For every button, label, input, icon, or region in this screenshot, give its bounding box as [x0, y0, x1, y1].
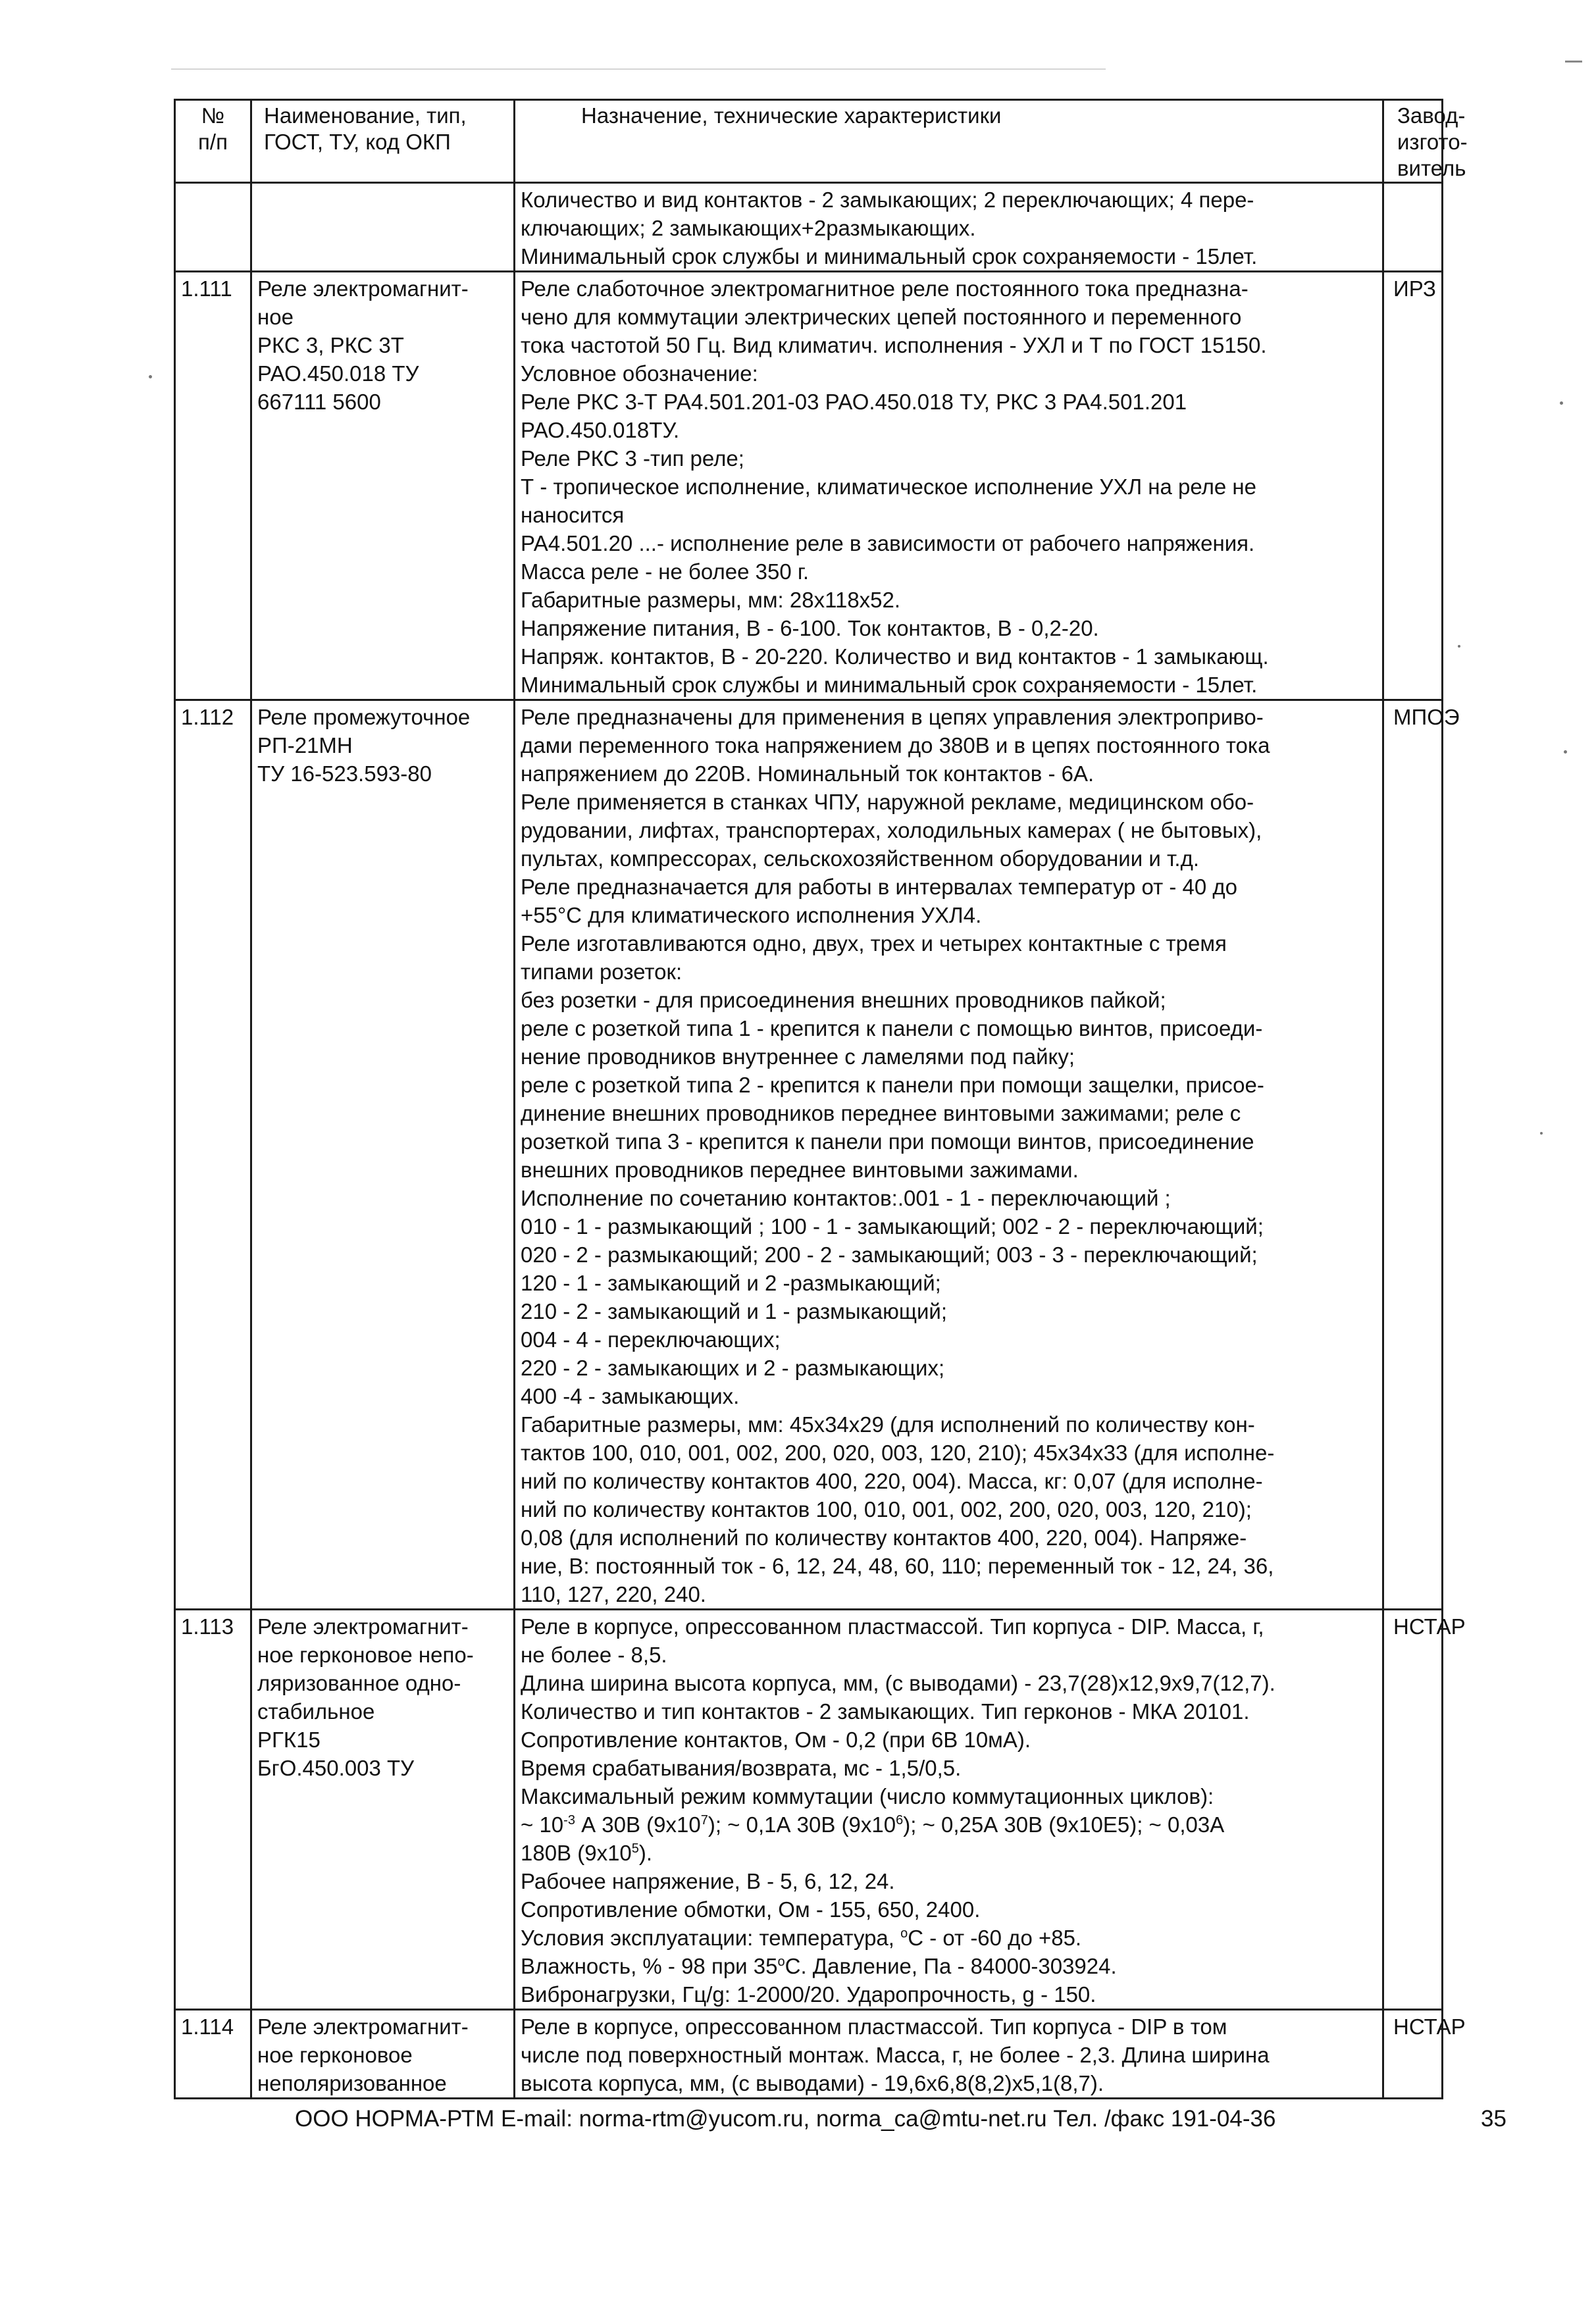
scan-speck — [1540, 1132, 1543, 1135]
humidity-line: Влажность, % - 98 при 35$^o$С. Давление, Па - 84000-303924. — [521, 1954, 1117, 1978]
row-description: Реле в корпусе, опрессованном пластмассой. Тип корпуса - DIP в том числе под поверхностный монтаж. Масса, г, не более - 2,3. Длина ширина высота корпуса, мм, (с выводами) - 19,6x6,8(8,2)x5,1(8,7). — [515, 2010, 1383, 2099]
table-row — [175, 2010, 1443, 2099]
header-name: Наименование, тип, ГОСТ, ТУ, код ОКП — [251, 100, 515, 183]
table-row — [175, 272, 1443, 700]
row-name: Реле промежуточное РП-21МН ТУ 16-523.593-80 — [251, 700, 515, 1610]
scan-speck — [1564, 750, 1567, 754]
page-number: 35 — [1481, 2106, 1506, 2132]
row-number: 1.114 — [175, 2010, 251, 2099]
row-description: Реле слаботочное электромагнитное реле постоянного тока предназна- чено для коммутации электрических цепей постоянного и переменного тока частотой 50 Гц. Вид климатич. исполнения - УХЛ и Т по ГОСТ 15150. Условное обозначение: Реле РКС 3-Т РА4.501.201-03 РАО.450.018 ТУ, РКС 3 РА4.501.201 РАО.450.018ТУ. Реле РКС 3 -тип реле; Т - тропическое исполнение, климатическое исполнение УХЛ на реле не наносится РА4.501.20 ...- исполнение реле в зависимости от рабочего напряжения. Масса реле - не более 350 г. Габаритные размеры, мм: 28x118x52. Напряжение питания, В - 6-100. Ток контактов, В - 0,2-20. Напряж. контактов, В - 20-220. Количество и вид контактов - 1 замыкающ. Минимальный срок службы и минимальный срок сохраняемости - 15лет. — [515, 272, 1383, 700]
row-name: Реле электромагнит- ное герконовое непо- ляризованное одно- стабильное РГК15 БгО.450.003 ТУ — [251, 1610, 515, 2010]
table-row — [175, 183, 1443, 272]
row-number: 1.113 — [175, 1610, 251, 2010]
row-manufacturer: ИРЗ — [1383, 272, 1443, 700]
switching-modes-line-2: 180В $(9x10^5)$. — [521, 1841, 653, 1865]
table-row — [175, 700, 1443, 1610]
row-number: 1.112 — [175, 700, 251, 1610]
header-number: № п/п — [175, 100, 251, 183]
switching-modes-line: ~ $10^{-3}$ А 30В $(9x10^7)$; ~ 0,1А 30В $(9x10^6)$; ~ 0,25А 30В (9x10Е5); ~ 0,03А — [521, 1812, 1225, 1837]
row-name — [251, 183, 515, 272]
table-header-row — [175, 100, 1443, 183]
row-description: Реле в корпусе, опрессованном пластмассой. Тип корпуса - DIP. Масса, г, не более - 8,5. Длина ширина высота корпуса, мм, (с выводами) - 23,7(28)x12,9x9,7(12,7). Количество и тип контактов - 2 замыкающих. Тип герконов - МКА 20101. Сопротивление контактов, Ом - 0,2 (при 6В 10мА). Время срабатывания/возврата, мс - 1,5/0,5. Максимальный режим коммутации (число коммутационных циклов): ~ $10^{-3}$ А 30В $(9x10^7)$; ~ 0,1А 30В $(9x10^6)$; ~ 0,25А 30В (9x10Е5); ~ 0,03А 180В $(9x10^5)$. Рабочее напряжение, В - 5, 6, 12, 24. Сопротивление обмотки, Ом - 155, 650, 2400. Условия эксплуатации: температура, $^o$С - от -60 до +85. Влажность, % - 98 при 35$^o$С. Давление, Па - 84000-303924. Вибронагрузки, Гц/g: 1-2000/20. Ударопрочность, g - 150. — [515, 1610, 1383, 2010]
row-name: Реле электромагнит- ное РКС 3, РКС 3Т РАО.450.018 ТУ 667111 5600 — [251, 272, 515, 700]
footer-contacts: ООО НОРМА-РТМ E-mail: norma-rtm@yucom.ru, norma_ca@mtu-net.ru Тел. /факс 191-04-36 — [295, 2106, 1276, 2132]
row-number: 1.111 — [175, 272, 251, 700]
row-number — [175, 183, 251, 272]
table-row — [175, 1610, 1443, 2010]
row-manufacturer: НСТАР — [1383, 1610, 1443, 2010]
scan-speck — [1560, 401, 1563, 405]
row-name: Реле электромагнит- ное герконовое неполяризованное — [251, 2010, 515, 2099]
operating-conditions-line: Условия эксплуатации: температура, $^o$С - от -60 до +85. — [521, 1926, 1082, 1950]
scan-noise-line — [171, 68, 1106, 70]
row-manufacturer: МПОЭ — [1383, 700, 1443, 1610]
scan-speck — [1458, 645, 1460, 648]
scan-speck — [149, 375, 152, 378]
row-manufacturer: НСТАР — [1383, 2010, 1443, 2099]
header-manufacturer: Завод- изгото- витель — [1383, 100, 1443, 183]
row-description: Количество и вид контактов - 2 замыкающих; 2 переключающих; 4 пере- ключающих; 2 замыкающих+2размыкающих. Минимальный срок службы и минимальный срок сохраняемости - 15лет. — [515, 183, 1383, 272]
header-purpose: Назначение, технические характеристики — [515, 100, 1383, 183]
row-manufacturer — [1383, 183, 1443, 272]
scan-noise-mark — [1565, 61, 1582, 63]
row-description: Реле предназначены для применения в цепях управления электроприво- дами переменного тока напряжением до 380В и в цепях постоянного тока напряжением до 220В. Номинальный ток контактов - 6А. Реле применяется в станках ЧПУ, наружной рекламе, медицинском обо- рудовании, лифтах, транспортерах, холодильных камерах ( не бытовых), пультах, компрессорах, сельскохозяйственном оборудовании и т.д. Реле предназначается для работы в интервалах температур от - 40 до +55°С для климатического исполнения УХЛ4. Реле изготавливаются одно, двух, трех и четырех контактные с тремя типами розеток: без розетки - для присоединения внешних проводников пайкой; реле с розеткой типа 1 - крепится к панели с помощью винтов, присоеди- нение проводников внутреннее с ламелями под пайку; реле с розеткой типа 2 - крепится к панели при помощи защелки, присое- динение внешних проводников переднее винтовыми зажимами; реле с розеткой типа 3 - крепится к панели при помощи винтов, присоединение внешних проводников переднее винтовыми зажимами. Исполнение по сочетанию контактов:.001 - 1 - переключающий ; 010 - 1 - размыкающий ; 100 - 1 - замыкающий; 002 - 2 - переключающий; 020 - 2 - размыкающий; 200 - 2 - замыкающий; 003 - 3 - переключающий; 120 - 1 - замыкающий и 2 -размыкающий; 210 - 2 - замыкающий и 1 - размыкающий; 004 - 4 - переключающих; 220 - 2 - замыкающих и 2 - размыкающих; 400 -4 - замыкающих. Габаритные размеры, мм: 45x34x29 (для исполнений по количеству кон- тактов 100, 010, 001, 002, 200, 020, 003, 120, 210); 45x34x33 (для исполне- ний по количеству контактов 400, 220, 004). Масса, кг: 0,07 (для исполне- ний по количеству контактов 100, 010, 001, 002, 200, 020, 003, 120, 210); 0,08 (для исполнений по количеству контактов 400, 220, 004). Напряже- ние, В: постоянный ток - 6, 12, 24, 48, 60, 110; переменный ток - 12, 24, 36, 110, 127, 220, 240. — [515, 700, 1383, 1610]
spec-table — [174, 99, 1468, 2099]
